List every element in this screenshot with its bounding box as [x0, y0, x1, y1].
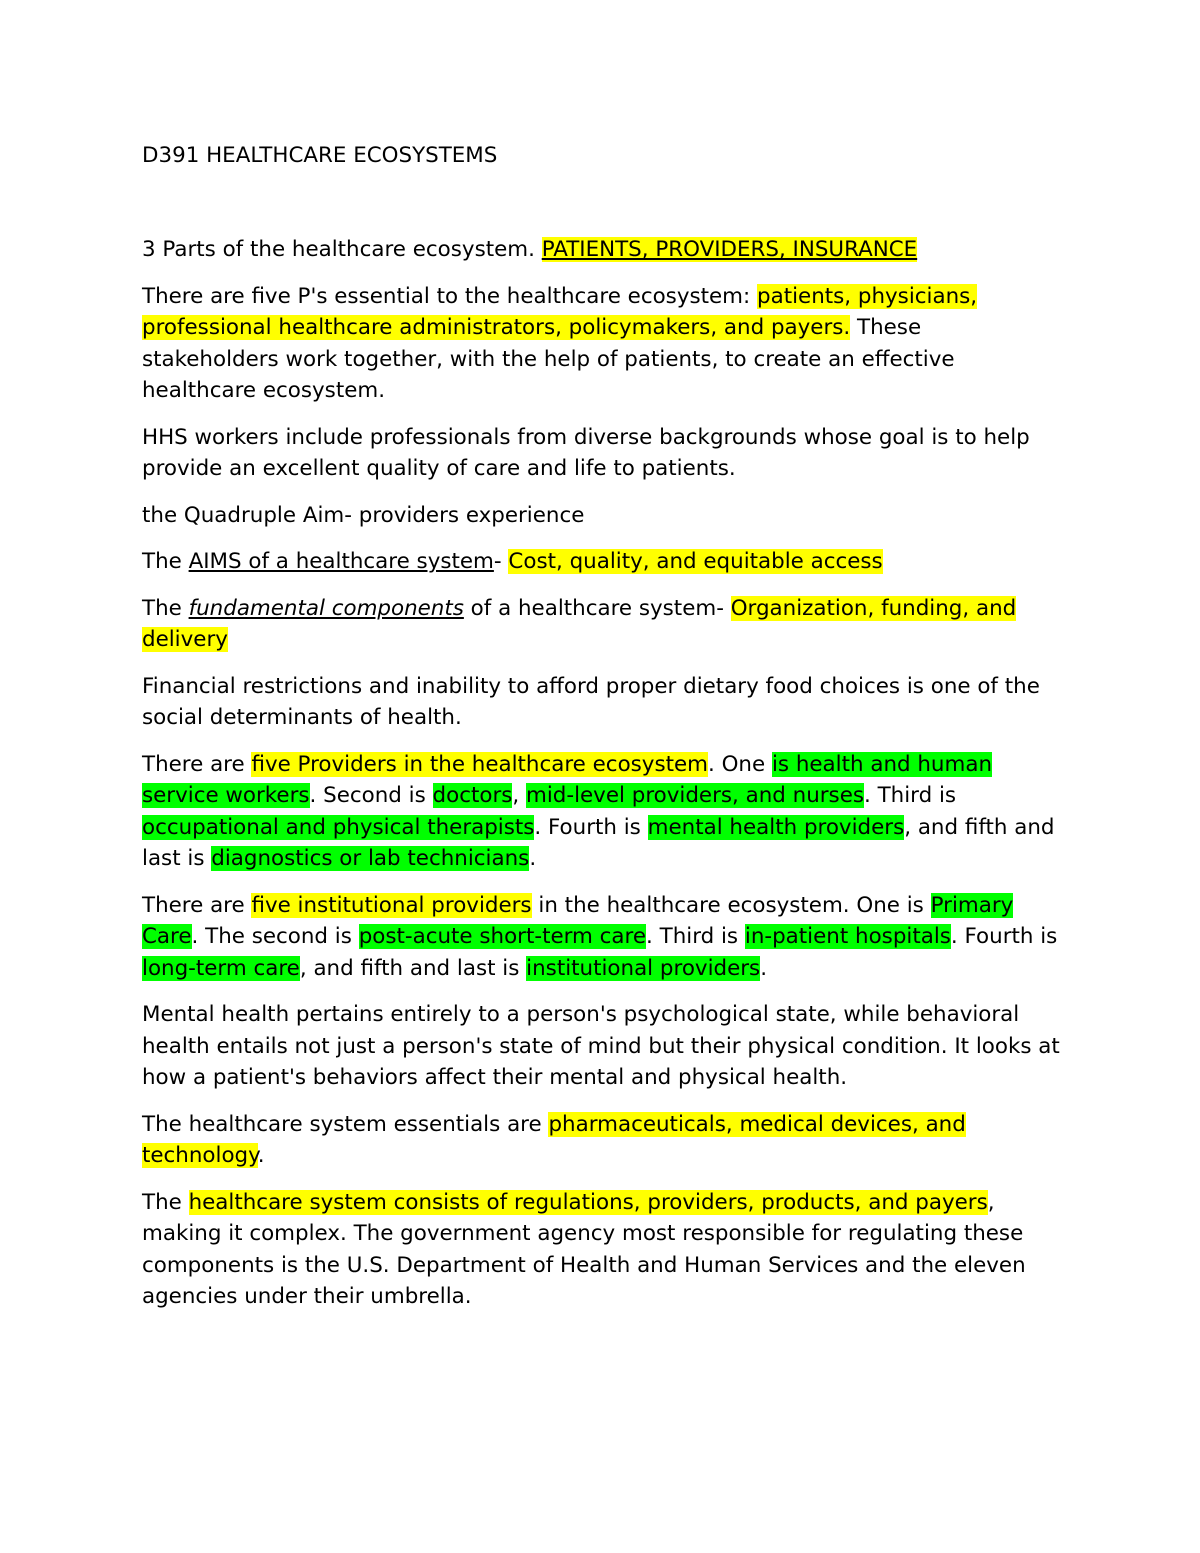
highlight-yellow: healthcare system consists of regulations, providers, products, and payers [188, 1189, 988, 1215]
text-run: There are [142, 751, 252, 777]
paragraph-five-providers [142, 749, 1062, 875]
paragraph-system-consists [142, 1187, 1062, 1313]
paragraph-institutional-providers [142, 890, 1062, 985]
highlight-green: post-acute short-term care [358, 924, 647, 949]
highlight-yellow: five Providers in the healthcare ecosystem [251, 751, 708, 777]
highlight-green: occupational and physical therapists [142, 814, 535, 840]
text-run: Financial restrictions and inability to afford proper dietary food choices is one of the social determinants of health. [142, 673, 1040, 730]
text-run: HHS workers include professionals from diverse backgrounds whose goal is to help provide an excellent quality of care and life to patients. [142, 424, 1030, 481]
underlined-text: AIMS of a healthcare system [188, 549, 494, 574]
text-run: 3 Parts of the healthcare ecosystem. [142, 237, 542, 262]
highlight-yellow: Organization, funding, and delivery [142, 595, 1017, 652]
paragraph-fundamental-components [142, 593, 1062, 656]
text-run: , and fifth and last is [299, 955, 527, 981]
highlight-yellow: patients, physicians, professional healthcare administrators, policymakers, and payers. [142, 283, 978, 340]
text-run: , making it complex. The government agency most responsible for regulating these components is the U.S. Department of Health and Human Services and the eleven agencies under their umbrella. [142, 1189, 1026, 1309]
paragraph-quadruple-aim [142, 500, 1062, 532]
underlined-italic-text: fundamental components [188, 595, 464, 621]
highlight-green: Primary Care [142, 892, 1014, 949]
text-run: Mental health pertains entirely to a person's psychological state, while behavioral health entails not just a person's state of mind but their physical condition. It looks at how a patient's behaviors affect their mental and physical health. [142, 1002, 1060, 1090]
text-run: . Second is [309, 783, 433, 808]
paragraph-mental-health [142, 999, 1062, 1094]
text-run: . Fourth is [534, 814, 648, 840]
document-body [142, 234, 1062, 1328]
highlight-green: doctors [432, 783, 513, 808]
text-run: of a healthcare system- [463, 595, 731, 621]
text-run: - [493, 549, 509, 574]
text-run: . [257, 1143, 265, 1168]
paragraph-three-parts [142, 234, 1062, 266]
paragraph-hhs-workers [142, 422, 1062, 485]
highlight-green: institutional providers [526, 955, 761, 981]
text-run: , and fifth and last is [142, 814, 1055, 871]
highlight-yellow: PATIENTS, PROVIDERS, INSURANCE [541, 237, 918, 262]
highlight-green: mental health providers [647, 814, 905, 840]
highlight-green: long-term care [142, 955, 300, 981]
text-run: . Third is [646, 924, 745, 949]
text-run: , [512, 783, 526, 808]
highlight-yellow: pharmaceuticals, medical devices, and technology [142, 1111, 966, 1168]
text-run: The [142, 549, 189, 574]
highlight-yellow: five institutional providers [251, 892, 532, 918]
text-run: . The second is [191, 924, 359, 949]
paragraph-aims [142, 546, 1062, 578]
text-run: . One [707, 751, 772, 777]
highlight-green: diagnostics or lab technicians [211, 846, 530, 871]
text-run: There are [142, 892, 252, 918]
paragraph-five-ps [142, 281, 1062, 407]
text-run: . Fourth is [950, 924, 1058, 949]
highlight-yellow: Cost, quality, and equitable access [508, 549, 883, 574]
paragraph-financial-restrictions [142, 671, 1062, 734]
document-title: D391 HEALTHCARE ECOSYSTEMS [142, 143, 498, 168]
text-run: The [142, 595, 189, 621]
text-run: The healthcare system essentials are [142, 1111, 549, 1137]
text-run: . [760, 955, 767, 981]
highlight-green: mid-level providers, and nurses [526, 783, 865, 808]
highlight-green: in-patient hospitals [744, 924, 951, 949]
text-run: . [529, 846, 537, 871]
text-run: . Third is [864, 783, 957, 808]
text-run: The [142, 1189, 189, 1215]
text-run: There are five P's essential to the healthcare ecosystem: [142, 283, 758, 309]
paragraph-system-essentials [142, 1109, 1062, 1172]
text-run: the Quadruple Aim- providers experience [142, 502, 585, 528]
text-run: These stakeholders work together, with the help of patients, to create an effective healthcare ecosystem. [142, 315, 955, 403]
text-run: in the healthcare ecosystem. One is [531, 892, 931, 918]
highlight-green: is health and human service workers [142, 751, 992, 808]
